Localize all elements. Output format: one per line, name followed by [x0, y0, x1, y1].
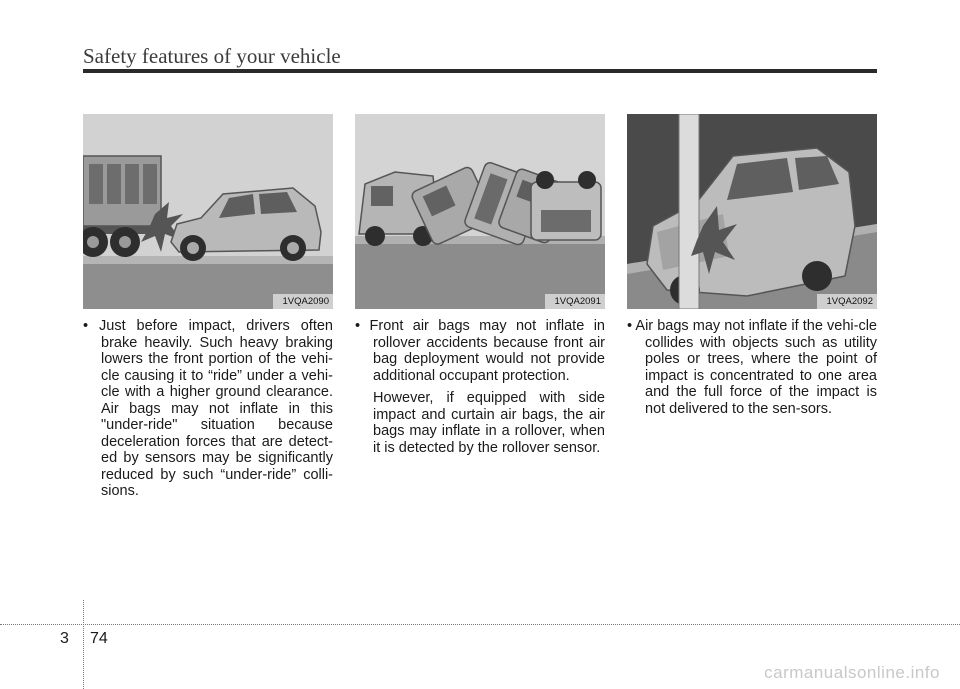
pole-impact-illustration	[627, 114, 877, 309]
figure-code: 1VQA2091	[545, 294, 605, 309]
figure-pole-impact	[627, 114, 877, 309]
figure-code: 1VQA2092	[817, 294, 877, 309]
footer-vertical-divider	[83, 600, 84, 689]
underride-collision-illustration	[83, 114, 333, 309]
page-title: Safety features of your vehicle	[83, 44, 341, 68]
bullet-rollover: • Front air bags may not inflate in rollover accidents because front air bag deployment would not provide additional occupant protection.	[355, 318, 605, 384]
figure-code: 1VQA2090	[273, 294, 333, 309]
page-number: 74	[90, 630, 108, 647]
bullet-underride: • Just before impact, drivers often brake heavily. Such heavy braking lowers the front portion of the vehi-cle causing it to “ride” under a vehi-cle with a higher ground clearance. Air bags may not inflate in this "under-ride" situation because deceleration forces that are detect-ed by sensors may be significantly reduced by such “under-ride” colli-sions.	[83, 318, 333, 499]
figure-rollover	[355, 114, 605, 309]
text-column-1	[83, 318, 333, 506]
paragraph-rollover-continuation: However, if equipped with side impact and curtain air bags, the air bags may inflate in a rollover, when it is detected by the rollover sensor.	[373, 390, 605, 456]
chapter-number: 3	[60, 630, 69, 647]
rollover-illustration	[355, 114, 605, 309]
bullet-pole-impact: • Air bags may not inflate if the vehi-cle collides with objects such as utility poles or trees, where the point of impact is concentrated to one area and the full force of the impact is not delivered to the sen-sors.	[627, 318, 877, 417]
text-column-3	[627, 318, 877, 423]
text-column-2	[355, 318, 605, 462]
footer-divider	[0, 624, 960, 625]
header-rule	[83, 69, 877, 73]
figure-underride	[83, 114, 333, 309]
watermark: carmanualsonline.info	[764, 663, 940, 682]
